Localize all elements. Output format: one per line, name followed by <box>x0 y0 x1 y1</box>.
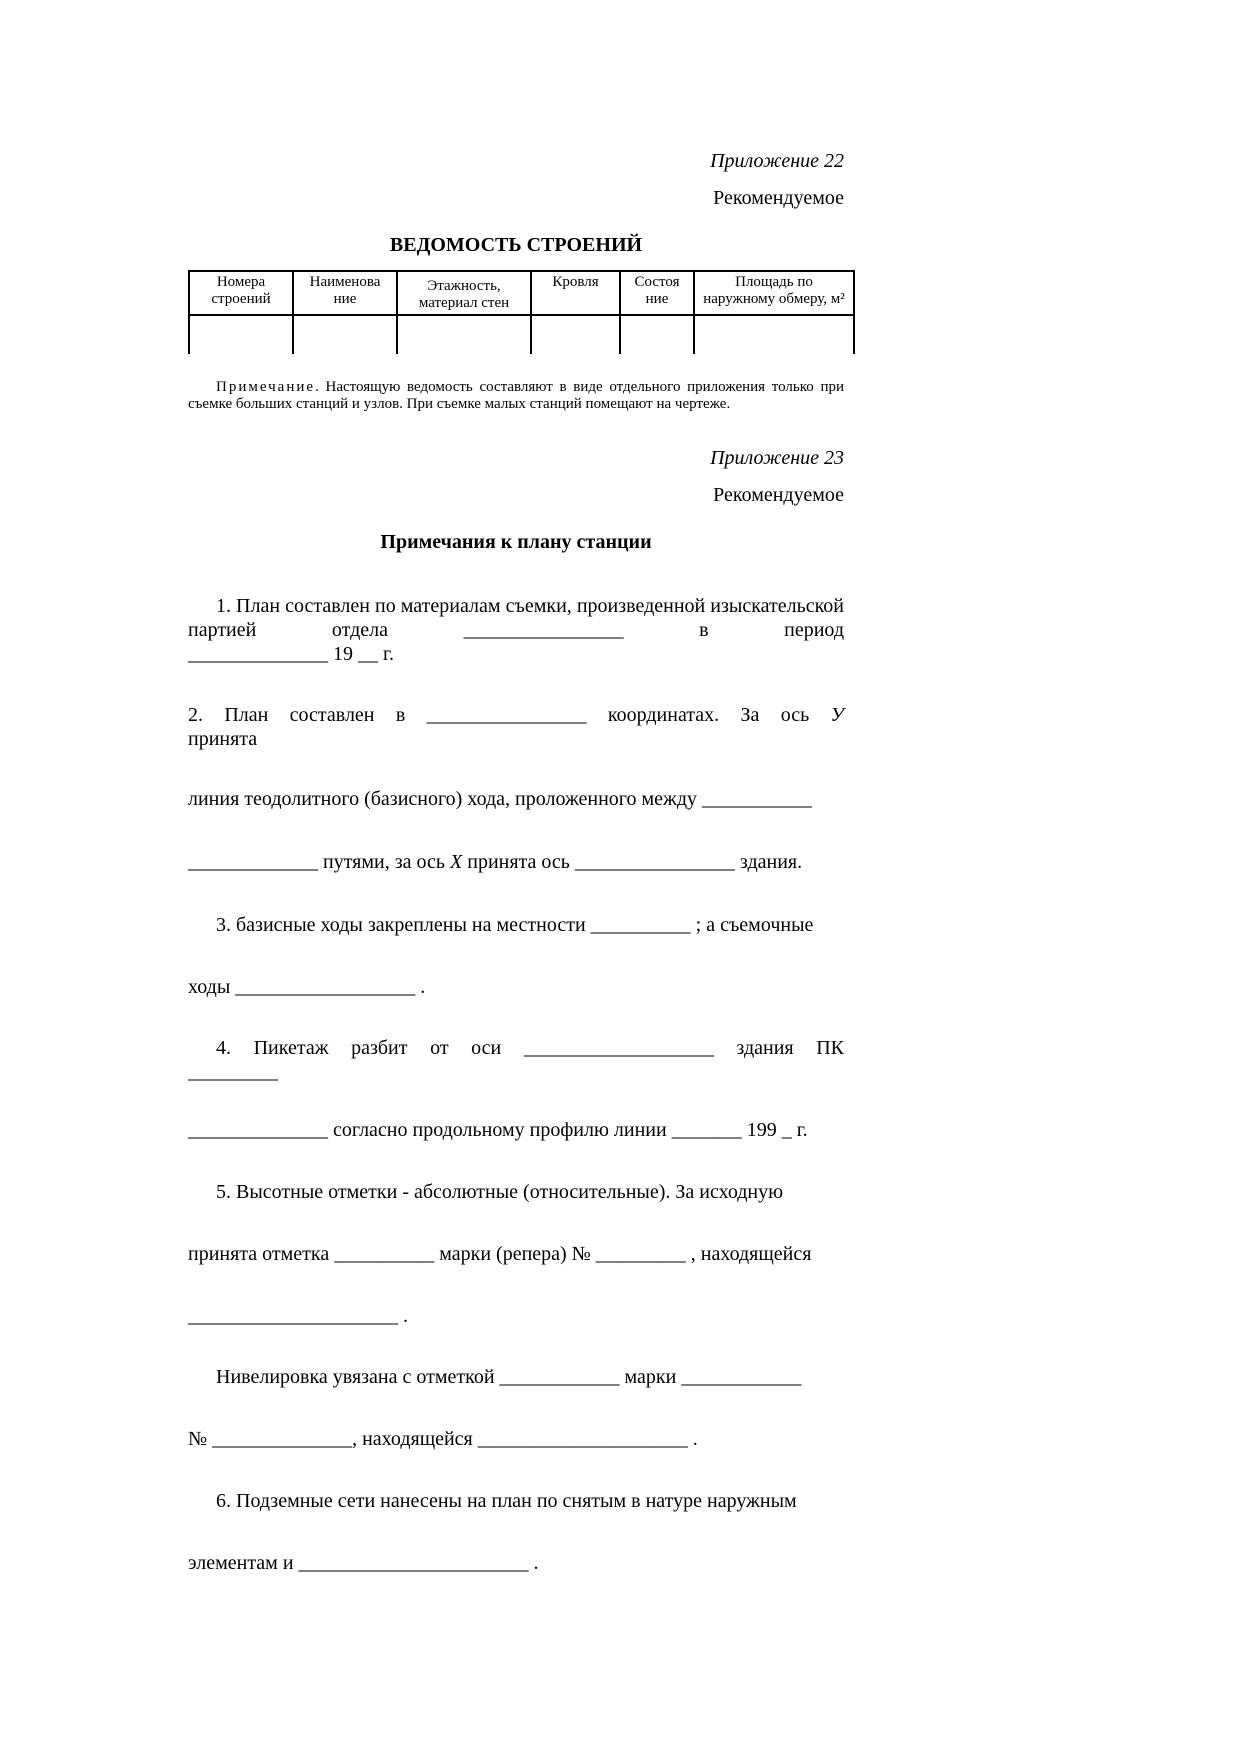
appendix-23-status: Рекомендуемое <box>713 484 844 506</box>
note-5-line-5: № ______________, находящейся _____________________ . <box>188 1428 698 1450</box>
note-1-line-1: 1. План составлен по материалам съемки, произведенной изыскательской партией отдела ________________ в период <box>188 595 844 641</box>
note-2-line-2: принята <box>188 728 258 750</box>
table-cell <box>694 315 854 354</box>
buildings-register-table <box>188 270 855 354</box>
note-6-line-1: 6. Подземные сети нанесены на план по снятым в натуре наружным <box>216 1490 797 1512</box>
table-cell <box>397 315 531 354</box>
note-3-line-1: 3. базисные ходы закреплены на местности __________ ; а съемочные <box>216 914 814 936</box>
note-2-line-1 <box>188 703 844 727</box>
table-row <box>189 315 854 354</box>
note-1-line-2: ______________ 19 __ г. <box>188 643 394 665</box>
note-2-line-4 <box>188 850 844 874</box>
note-4-line-2: _________ <box>188 1061 278 1083</box>
col-header-building-number: Номера строений <box>189 271 293 315</box>
appendix-23-title: Приложение 23 <box>710 447 844 469</box>
note-3-line-2: ходы __________________ . <box>188 976 426 998</box>
note-2-text: 2. План составлен в ________________ координатах. За ось <box>188 704 810 726</box>
register-note <box>188 379 844 413</box>
table-header-row <box>189 271 854 315</box>
note-5-line-2: принята отметка __________ марки (репера) № _________ , находящейся <box>188 1243 812 1265</box>
appendix-22-status: Рекомендуемое <box>713 187 844 209</box>
col-header-roof: Кровля <box>531 271 620 315</box>
note-6-line-2: элементам и _______________________ . <box>188 1552 539 1574</box>
note-2-line-4a: _____________ путями, за ось <box>188 851 446 873</box>
axis-y-label: У <box>830 704 844 726</box>
note-4-line-3: ______________ согласно продольному профилю линии _______ 199 _ г. <box>188 1119 808 1141</box>
note-text: . Настоящую ведомость составляют в виде отдельного приложения только при съемке больших станций и узлов. При съемке малых станций помещают на чертеже. <box>188 379 844 412</box>
station-plan-notes-heading: Примечания к плану станции <box>380 531 652 553</box>
note-2-line-4b: принята ось ________________ здания. <box>467 851 803 873</box>
table-cell <box>293 315 397 354</box>
note-5-line-3: _____________________ . <box>188 1305 408 1327</box>
note-4-line-1: 4. Пикетаж разбит от оси ___________________ здания ПК <box>216 1037 844 1059</box>
note-5-line-1: 5. Высотные отметки - абсолютные (относительные). За исходную <box>216 1181 784 1203</box>
note-label: Примечание <box>216 379 316 395</box>
axis-x-label: X <box>450 851 463 873</box>
buildings-register-heading: ВЕДОМОСТЬ СТРОЕНИЙ <box>389 234 643 256</box>
col-header-floors-walls: Этажность, материал стен <box>397 271 531 315</box>
col-header-name: Наименова ние <box>293 271 397 315</box>
table-cell <box>620 315 694 354</box>
note-2-line-3: линия теодолитного (базисного) хода, проложенного между ___________ <box>188 788 813 810</box>
table-cell <box>189 315 293 354</box>
col-header-condition: Состоя ние <box>620 271 694 315</box>
col-header-area: Площадь по наружному обмеру, м² <box>694 271 854 315</box>
table-cell <box>531 315 620 354</box>
note-5-line-4: Нивелировка увязана с отметкой ____________ марки ____________ <box>216 1366 802 1388</box>
appendix-22-title: Приложение 22 <box>710 150 844 172</box>
